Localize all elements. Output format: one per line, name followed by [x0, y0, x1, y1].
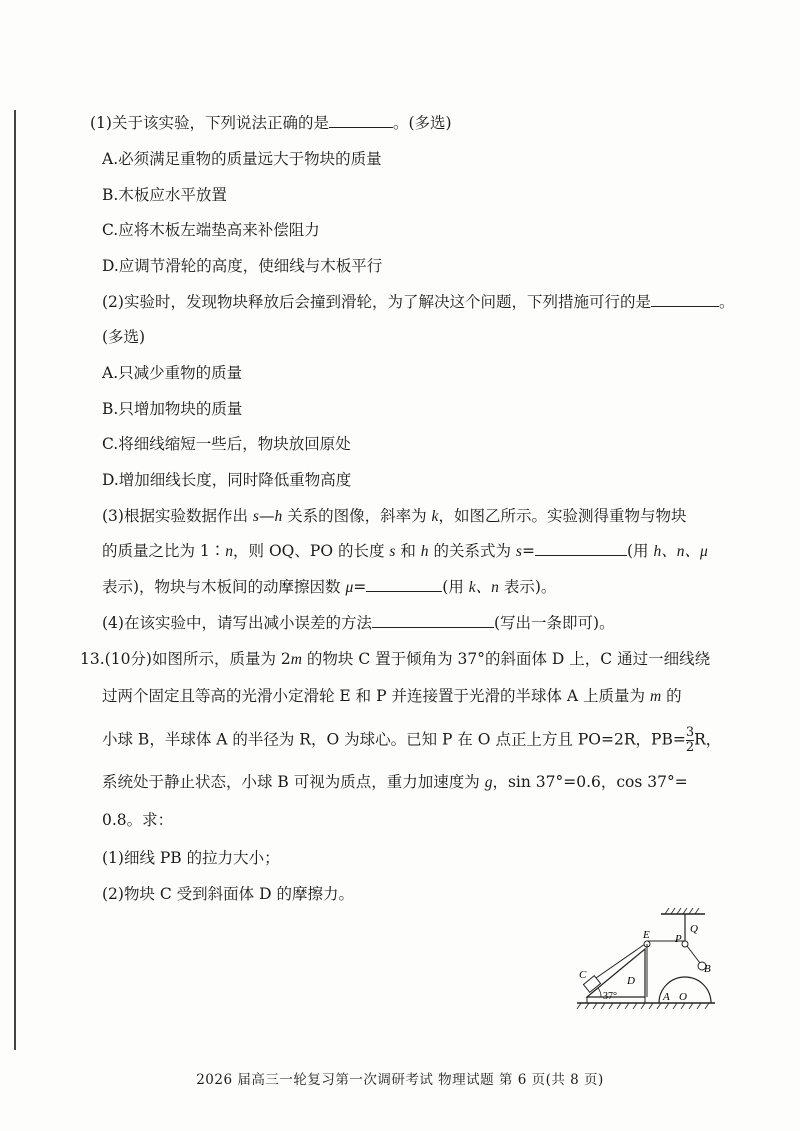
q2-option-c: C.将细线缩短一些后，物块放回原处 [102, 435, 351, 453]
p13-line-4 [102, 772, 688, 793]
q3-text: ，如图乙所示。实验测得重物与物块 [438, 507, 687, 525]
angle-arc [598, 988, 601, 997]
var-h: h [274, 508, 283, 525]
label-d: D [627, 975, 635, 987]
q2-multi-note: (多选) [102, 328, 146, 346]
q3-text: (用 [626, 542, 654, 560]
q3-text: ，则 OQ、PO 的长度 [233, 542, 390, 560]
fraction-three-halves [686, 726, 694, 755]
var-n: n [225, 543, 234, 560]
q4-stem-suffix: (写出一条即可)。 [493, 614, 615, 632]
label-c: C [579, 969, 587, 981]
equals-sign: = [353, 578, 367, 596]
q1-option-d: D.应调节滑轮的高度，使细线与木板平行 [102, 257, 383, 275]
var-h: h [420, 543, 429, 560]
p13-sub-2: (2)物块 C 受到斜面体 D 的摩擦力。 [102, 885, 354, 903]
p13-text: 过两个固定且等高的光滑小定滑轮 E 和 P 并连接置于光滑的半球体 A 上质量为 [102, 687, 650, 705]
q2-answer-blank[interactable] [651, 292, 719, 307]
q3-text: 的质量之比为 1∶ [102, 542, 226, 560]
q2-stem-text: (2)实验时，发现物块释放后会撞到滑轮，为了解决这个问题，下列措施可行的是 [102, 293, 651, 311]
q3-line-1 [102, 506, 686, 527]
q3-vars: h、n、μ [653, 543, 708, 560]
q1-stem-suffix: 。(多选) [392, 114, 452, 132]
q1-option-a: A.必须满足重物的质量远大于物块的质量 [102, 150, 382, 168]
q1-option-c: C.应将木板左端垫高来补偿阻力 [102, 221, 320, 239]
var-m: m [290, 651, 302, 668]
q3-text: (用 [442, 578, 469, 596]
incline-d [587, 949, 645, 997]
q3-text: 关系的图像，斜率为 [282, 507, 432, 525]
p13-line-3 [102, 726, 721, 755]
q1-option-b: B.木板应水平放置 [102, 186, 227, 204]
problem-number: 13. [80, 650, 105, 668]
q2-option-d: D.增加细线长度，同时降低重物高度 [102, 471, 352, 489]
var-s: s [252, 508, 259, 525]
q3-text: 表示)，物块与木板间的动摩擦因数 [102, 578, 346, 596]
p13-text: 的物块 C 置于倾角为 37°的斜面体 D 上，C 通过一细线绕 [301, 650, 711, 668]
q4-answer-blank[interactable] [372, 613, 494, 628]
q3-line-3 [102, 577, 556, 598]
var-m: m [649, 688, 662, 705]
ceiling-hatch [665, 908, 699, 914]
p13-text: 系统处于静止状态，小球 B 可视为质点，重力加速度为 [102, 773, 485, 791]
var-mu: μ [345, 579, 354, 596]
q3-dash: — [258, 507, 275, 525]
p13-line-1 [80, 649, 710, 670]
label-o: O [679, 991, 687, 1003]
p13-line-5: 0.8。求： [102, 811, 174, 829]
q3-relation-blank[interactable] [535, 541, 627, 556]
p13-text: 小球 B，半球体 A 的半径为 R，O 为球心。已知 P 在 O 点正上方且 PO=2R，PB= [102, 730, 686, 749]
p13-figure [565, 902, 725, 1027]
q2-stem [102, 292, 734, 312]
fraction-numerator: 3 [685, 725, 695, 740]
label-e: E [643, 929, 650, 941]
ground-hatch [577, 1003, 709, 1009]
binding-margin-line [14, 110, 16, 1050]
q3-text: (3)根据实验数据作出 [102, 507, 253, 525]
q3-text: 表示)。 [498, 578, 557, 596]
var-g: g [484, 774, 493, 791]
label-p: P [675, 933, 682, 945]
q1-stem-text: (1)关于该实验，下列说法正确的是 [90, 114, 329, 132]
string-p-b [687, 946, 700, 963]
equals-sign: = [521, 542, 535, 560]
var-s: s [389, 543, 396, 560]
p13-text: ，sin 37°=0.6，cos 37°= [492, 773, 688, 791]
q2-option-a: A.只减少重物的质量 [102, 364, 243, 382]
var-k: k [431, 508, 439, 525]
p13-line-2 [102, 686, 682, 707]
label-a: A [663, 991, 670, 1003]
page-footer: 2026 届高三一轮复习第一次调研考试 物理试题 第 6 页(共 8 页) [196, 1072, 604, 1088]
q3-text: 和 [395, 542, 421, 560]
q2-option-b: B.只增加物块的质量 [102, 400, 243, 418]
fraction-denominator: 2 [685, 740, 695, 755]
var-s: s [515, 543, 522, 560]
q3-line-2 [102, 541, 708, 562]
q4-stem-text: (4)在该实验中，请写出减小误差的方法 [102, 614, 372, 632]
label-b: B [704, 963, 711, 975]
q1-answer-blank[interactable] [329, 113, 393, 128]
q3-mu-blank[interactable] [366, 577, 442, 592]
label-q: Q [690, 923, 698, 935]
p13-text: R， [694, 730, 722, 749]
q3-vars: k、n [468, 579, 499, 596]
p13-text: (10分)如图所示，质量为 2 [104, 650, 291, 668]
q1-stem [90, 113, 452, 133]
p13-text: 的 [661, 687, 682, 705]
q4-stem [102, 613, 615, 633]
label-angle: 37° [603, 991, 617, 1002]
string-c-e [596, 944, 645, 978]
q2-stem-suffix: 。 [718, 293, 735, 311]
q3-text: 的关系式为 [428, 542, 516, 560]
p13-sub-1: (1)细线 PB 的拉力大小； [102, 849, 280, 867]
